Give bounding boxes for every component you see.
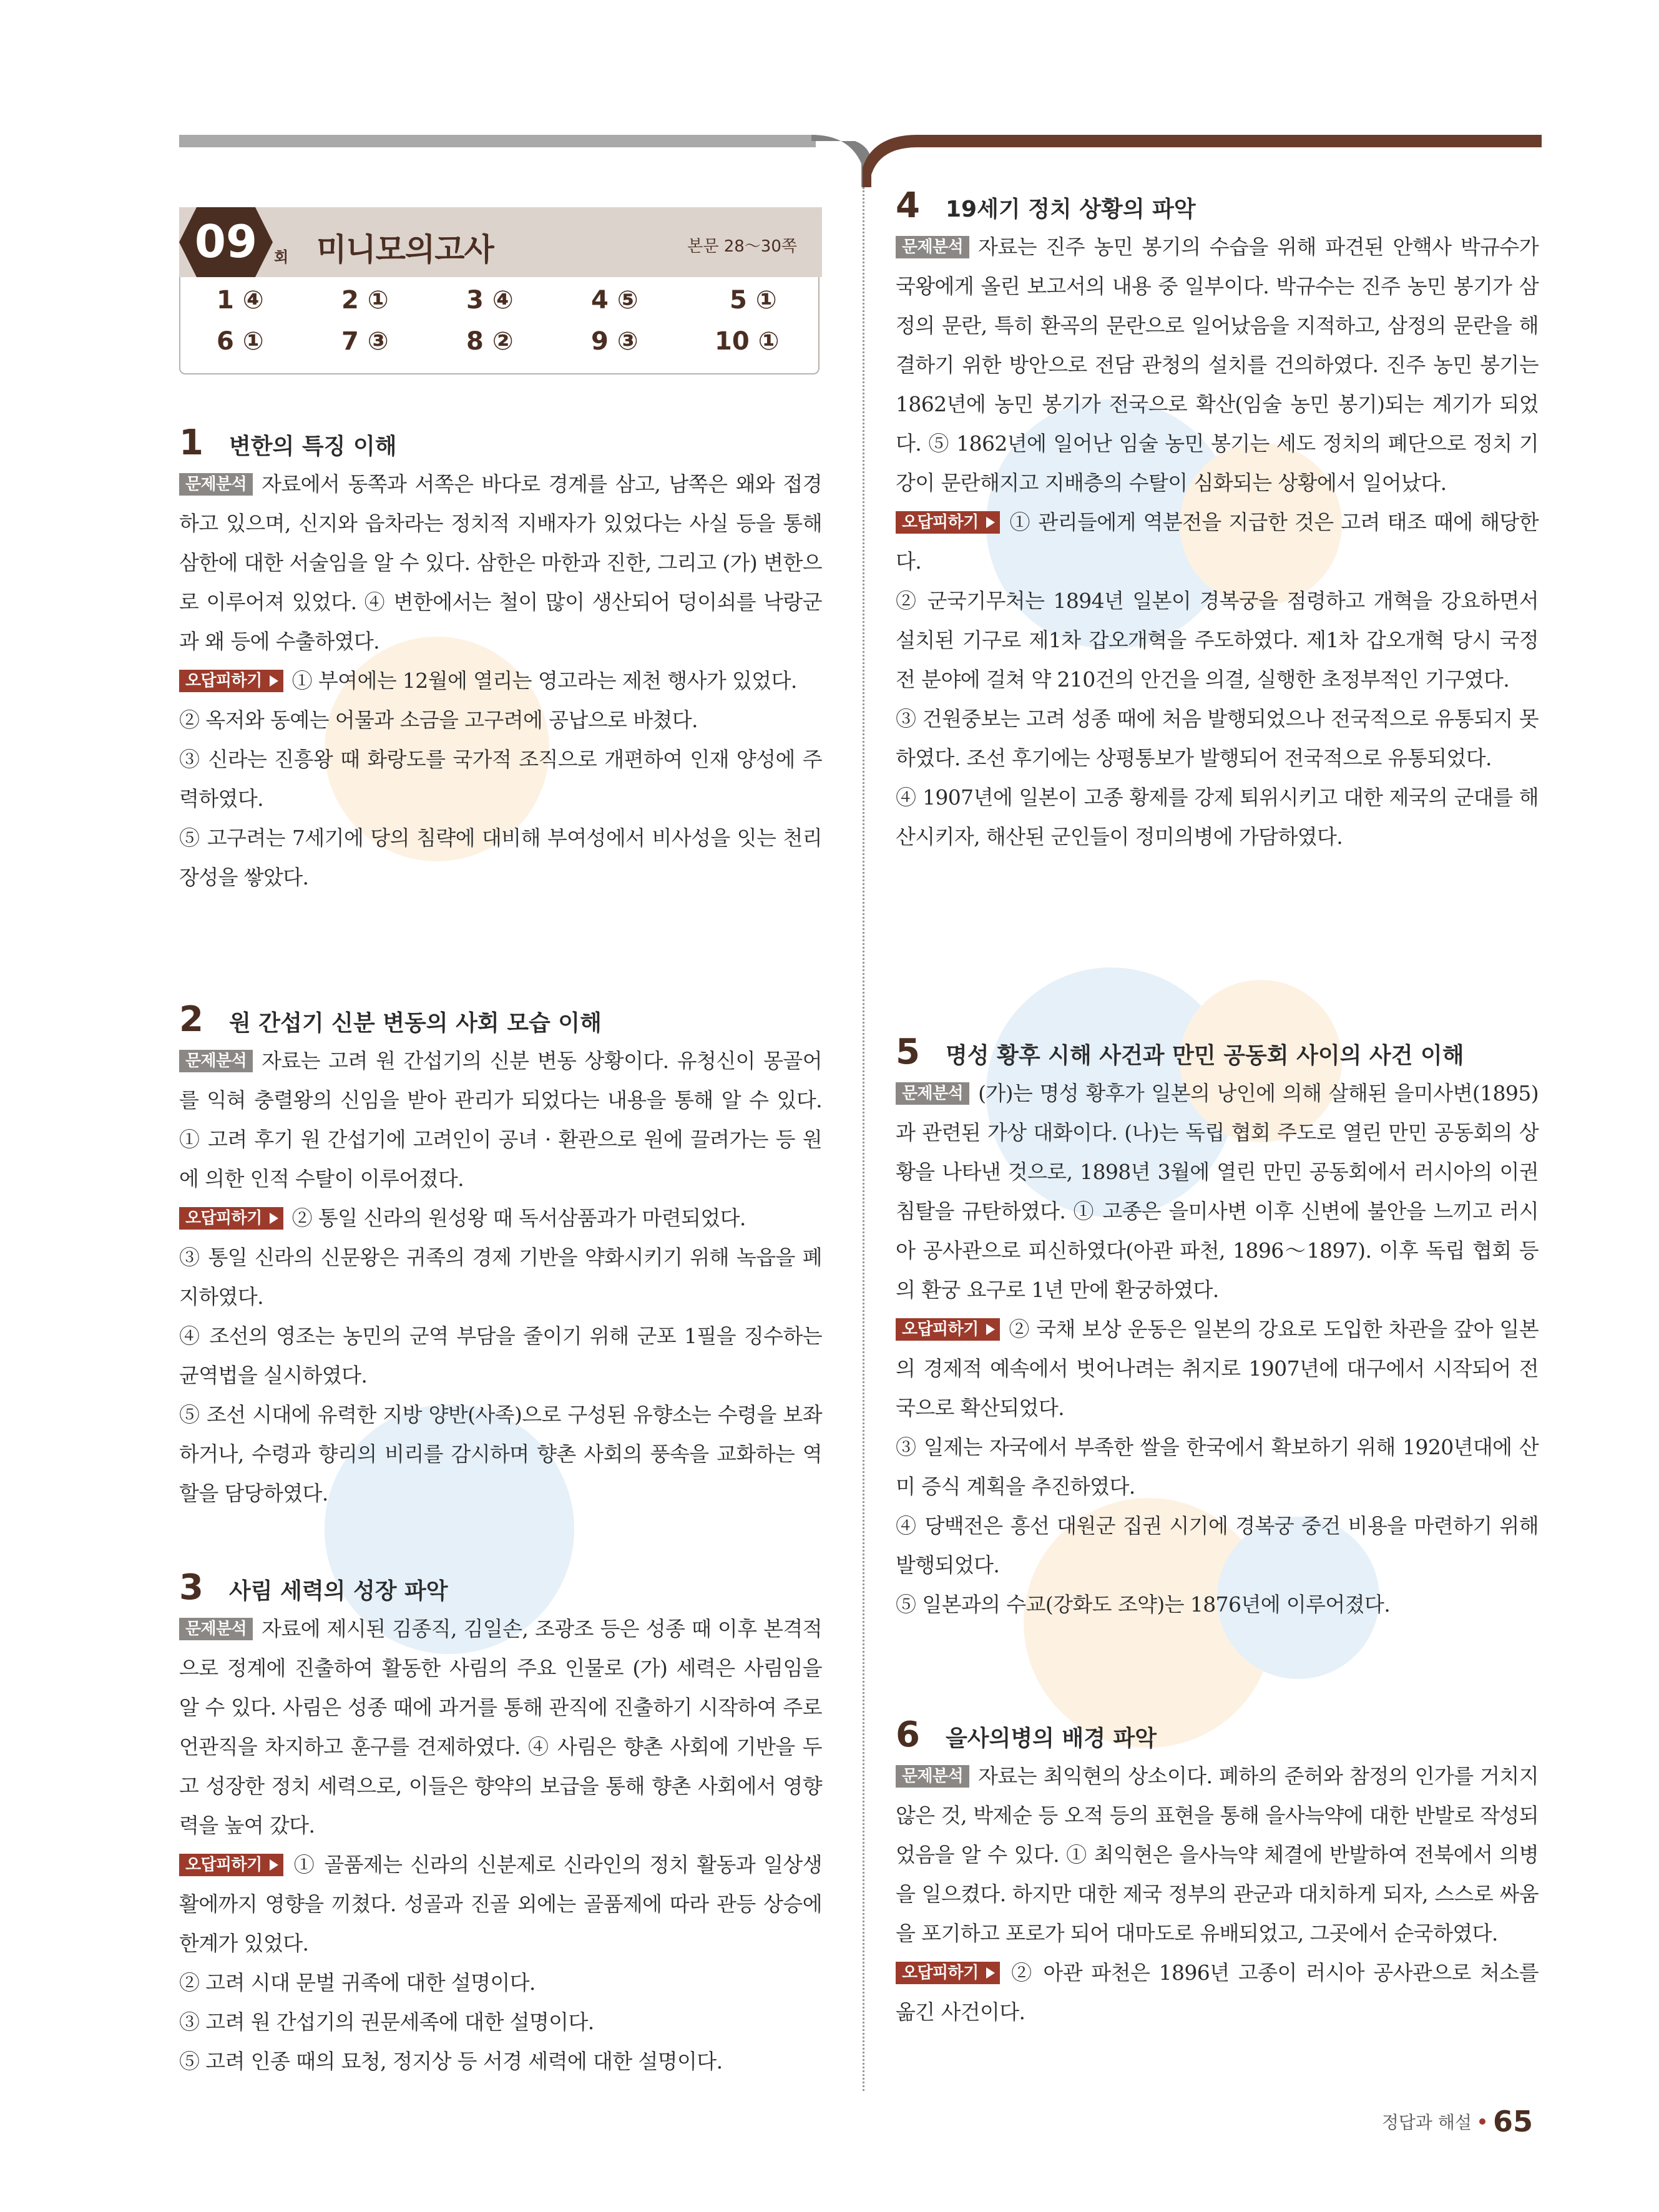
explanation-section-2 (179, 999, 822, 1513)
test-number: 09 (194, 215, 258, 268)
answer-item: 5 ① (730, 286, 777, 315)
avoid-tag (896, 1318, 1000, 1341)
explanation-section-4 (896, 185, 1539, 856)
answer-item: 6 ① (217, 327, 264, 356)
section-number: 5 (896, 1032, 920, 1072)
section-body (179, 464, 822, 897)
section-title (179, 1567, 822, 1608)
option-item: ⑤ 조선 시대에 유력한 지방 양반(사족)으로 구성된 유향소는 수령을 보좌하거나, 수령과 향리의 비리를 감시하며 향촌 사회의 풍속을 교화하는 역할을 담당하였다. (179, 1402, 822, 1505)
option-item: ④ 당백전은 흥선 대원군 집권 시기에 경복궁 중건 비용을 마련하기 위해 발행되었다. (896, 1514, 1539, 1577)
option-item: ③ 통일 신라의 신문왕은 귀족의 경제 기반을 약화시키기 위해 녹읍을 폐지하였다. (179, 1245, 822, 1309)
page-number: 65 (1492, 2105, 1533, 2138)
section-heading: 19세기 정치 상황의 파악 (946, 197, 1196, 222)
avoid-text: ② 국채 보상 운동은 일본의 강요로 도입한 차관을 갚아 일본의 경제적 예속에서 벗어나려는 취지로 1907년에 대구에서 시작되어 전국으로 확산되었다. (896, 1317, 1539, 1420)
test-number-badge (179, 207, 273, 277)
avoid-text: ① 골품제는 신라의 신분제로 신라인의 정치 활동과 일상생활에까지 영향을 끼쳤다. 성골과 진골 외에는 골품제에 따라 관등 상승에 한계가 있었다. (179, 1852, 822, 1955)
analysis-text: 자료에서 동쪽과 서쪽은 바다로 경계를 삼고, 남쪽은 왜와 접경하고 있으며, 신지와 읍차라는 정치적 지배자가 있었다는 사실 등을 통해 삼한에 대한 서술임을 알 수 있다. 삼한은 마한과 진한, 그리고 (가) 변한으로 이루어져 있었다. ④ 변한에서는 철이 많이 생산되어 덩이쇠를 낙랑군과 왜 등에 수출하였다. (179, 472, 822, 653)
avoid-tag-label: 오답피하기 (185, 1856, 262, 1874)
avoid-paragraph (179, 1845, 822, 1963)
avoid-tag-label: 오답피하기 (902, 513, 979, 532)
avoid-tag-label: 오답피하기 (185, 672, 262, 690)
option-item: ⑤ 고려 인종 때의 묘청, 정지상 등 서경 세력에 대한 설명이다. (179, 2049, 723, 2073)
answer-item: 3 ④ (466, 286, 514, 315)
explanation-section-1 (179, 422, 822, 897)
avoid-paragraph (896, 1953, 1539, 2032)
section-title (179, 422, 822, 461)
play-arrow-icon (270, 1859, 278, 1871)
option-item: ④ 조선의 영조는 농민의 군역 부담을 줄이기 위해 군포 1필을 징수하는 균역법을 실시하였다. (179, 1324, 822, 1387)
avoid-tag-label: 오답피하기 (902, 1964, 979, 1982)
section-heading: 사림 세력의 성장 파악 (229, 1578, 448, 1604)
avoid-tag (179, 1207, 283, 1230)
section-body (896, 1074, 1539, 1624)
answer-key-box (179, 277, 820, 374)
avoid-paragraph (896, 1309, 1539, 1427)
option-item: ③ 일제는 자국에서 부족한 쌀을 한국에서 확보하기 위해 1920년대에 산미 증식 계획을 추진하였다. (896, 1435, 1539, 1499)
footer-label: 정답과 해설 (1381, 2112, 1472, 2133)
analysis-tag: 문제분석 (179, 1618, 253, 1640)
section-heading: 명성 황후 시해 사건과 만민 공동회 사이의 사건 이해 (946, 1043, 1464, 1069)
play-arrow-icon (986, 1967, 995, 1979)
play-arrow-icon (270, 675, 278, 687)
analysis-paragraph (896, 1756, 1539, 1953)
section-heading: 변한의 특징 이해 (229, 434, 397, 459)
analysis-paragraph (179, 1609, 822, 1845)
avoid-paragraph (179, 661, 822, 700)
answer-item: 4 ⑤ (591, 286, 639, 315)
section-number: 4 (896, 185, 920, 226)
section-title (179, 999, 822, 1040)
test-hoe-label: 회 (274, 248, 289, 266)
option-item: ② 군국기무처는 1894년 일본이 경복궁을 점령하고 개혁을 강요하면서 설치된 기구로 제1차 갑오개혁을 주도하였다. 제1차 갑오개혁 당시 국정 전 분야에 걸쳐 약 210건의 안건을 의결, 실행한 초정부적인 기구였다. (896, 589, 1539, 692)
section-number: 2 (179, 999, 203, 1040)
avoid-text: ① 부여에는 12월에 열리는 영고라는 제천 행사가 있었다. (291, 668, 797, 693)
answer-item: 2 ① (341, 286, 389, 315)
analysis-tag: 문제분석 (179, 473, 253, 496)
avoid-text: ② 아관 파천은 1896년 고종이 러시아 공사관으로 처소를 옮긴 사건이다. (896, 1960, 1539, 2024)
option-item: ③ 고려 원 간섭기의 권문세족에 대한 설명이다. (179, 2010, 594, 2034)
answer-item: 1 ④ (217, 286, 264, 315)
explanation-section-3 (179, 1567, 822, 2081)
avoid-text: ② 통일 신라의 원성왕 때 독서삼품과가 마련되었다. (291, 1206, 746, 1230)
analysis-text: 자료는 최익현의 상소이다. 폐하의 준허와 참정의 인가를 거치지 않은 것, 박제순 등 오적 등의 표현을 통해 을사늑약에 대한 반발로 작성되었음을 알 수 있다. ① 최익현은 을사늑약 체결에 반발하여 전북에서 의병을 일으켰다. 하지만 대한 제국 정부의 관군과 대치하게 되자, 스스로 싸움을 포기하고 포로가 되어 대마도로 유배되었고, 그곳에서 순국하였다. (896, 1764, 1539, 1945)
section-number: 3 (179, 1567, 203, 1608)
avoid-tag (179, 1854, 283, 1876)
section-body (896, 227, 1539, 856)
page-title: 미니모의고사 (316, 232, 494, 268)
avoid-tag (896, 1962, 1000, 1984)
section-body (179, 1041, 822, 1513)
analysis-tag: 문제분석 (896, 1082, 969, 1105)
section-title (896, 1714, 1539, 1753)
analysis-paragraph (896, 1074, 1539, 1309)
bullet-dot-icon (1479, 2118, 1485, 2125)
avoid-tag (896, 511, 1000, 534)
avoid-text: ① 관리들에게 역분전을 지급한 것은 고려 태조 때에 해당한다. (896, 510, 1539, 574)
section-heading: 을사의병의 배경 파악 (946, 1726, 1157, 1751)
page-footer (1382, 2105, 1533, 2138)
analysis-tag: 문제분석 (896, 236, 969, 258)
play-arrow-icon (270, 1213, 278, 1224)
top-decorative-bar (0, 0, 1659, 187)
avoid-tag-label: 오답피하기 (185, 1209, 262, 1228)
analysis-paragraph (179, 464, 822, 661)
option-item: ③ 건원중보는 고려 성종 때에 처음 발행되었으나 전국적으로 유통되지 못하였다. 조선 후기에는 상평통보가 발행되어 전국적으로 유통되었다. (896, 707, 1539, 770)
avoid-paragraph (896, 502, 1539, 581)
section-heading: 원 간섭기 신분 변동의 사회 모습 이해 (229, 1011, 602, 1036)
section-number: 1 (179, 423, 203, 463)
play-arrow-icon (986, 517, 995, 528)
answer-item: 7 ③ (341, 327, 389, 356)
avoid-tag-label: 오답피하기 (902, 1320, 979, 1339)
avoid-paragraph (179, 1198, 822, 1238)
option-item: ④ 1907년에 일본이 고종 황제를 강제 퇴위시키고 대한 제국의 군대를 해산시키자, 해산된 군인들이 정미의병에 가담하였다. (896, 785, 1539, 849)
option-item: ⑤ 일본과의 수교(강화도 조약)는 1876년에 이루어졌다. (896, 1592, 1391, 1617)
option-item: ② 옥저와 동예는 어물과 소금을 고구려에 공납으로 바쳤다. (179, 708, 698, 732)
section-title (896, 185, 1539, 226)
analysis-paragraph (179, 1041, 822, 1198)
section-number: 6 (896, 1715, 920, 1755)
answer-item: 9 ③ (591, 327, 639, 356)
analysis-text: 자료는 진주 농민 봉기의 수습을 위해 파견된 안핵사 박규수가 국왕에게 올린 보고서의 내용 중 일부이다. 박규수는 진주 농민 봉기가 삼정의 문란, 특히 환곡의 문란으로 일어났음을 지적하고, 삼정의 문란을 해결하기 위한 방안으로 전담 관청의 설치를 건의하였다. 진주 농민 봉기는 1862년에 농민 봉기가 전국으로 확산(임술 농민 봉기)되는 계기가 되었다. ⑤ 1862년에 일어난 임술 농민 봉기는 세도 정치의 폐단으로 정치 기강이 문란해지고 지배층의 수탈이 심화되는 상황에서 일어났다. (896, 235, 1539, 495)
column-divider (863, 187, 864, 2091)
page-reference: 본문 28～30쪽 (687, 237, 797, 256)
explanation-section-6 (896, 1714, 1539, 2032)
analysis-tag: 문제분석 (179, 1050, 253, 1072)
analysis-tag: 문제분석 (896, 1765, 969, 1788)
explanation-section-5 (896, 1031, 1539, 1624)
option-item: ③ 신라는 진흥왕 때 화랑도를 국가적 조직으로 개편하여 인재 양성에 주력하였다. (179, 747, 822, 811)
answer-item: 10 ① (715, 327, 780, 356)
analysis-text: (가)는 명성 황후가 일본의 낭인에 의해 살해된 을미사변(1895)과 관련된 가상 대화이다. (나)는 독립 협회 주도로 열린 만민 공동회의 상황을 나타낸 것으로, 1898년 3월에 열린 만민 공동회에서 러시아의 이권 침탈을 규탄하였다. ① 고종은 을미사변 이후 신변에 불안을 느끼고 러시아 공사관으로 피신하였다(아관 파천, 1896～1897). 이후 독립 협회 등의 환궁 요구로 1년 만에 환궁하였다. (896, 1081, 1539, 1302)
section-title (896, 1031, 1539, 1070)
section-body (179, 1609, 822, 2081)
analysis-text: 자료에 제시된 김종직, 김일손, 조광조 등은 성종 때 이후 본격적으로 정계에 진출하여 활동한 사림의 주요 인물로 (가) 세력은 사림임을 알 수 있다. 사림은 성종 때에 과거를 통해 관직에 진출하기 시작하여 주로 언관직을 차지하고 훈구를 견제하였다. ④ 사림은 향촌 사회에 기반을 두고 성장한 정치 세력으로, 이들은 향약의 보급을 통해 향촌 사회에서 영향력을 높여 갔다. (179, 1617, 822, 1838)
option-item: ② 고려 시대 문벌 귀족에 대한 설명이다. (179, 1970, 536, 1995)
answer-item: 8 ② (466, 327, 514, 356)
analysis-paragraph (896, 227, 1539, 502)
play-arrow-icon (986, 1324, 995, 1335)
avoid-tag (179, 670, 283, 692)
option-item: ⑤ 고구려는 7세기에 당의 침략에 대비해 부여성에서 비사성을 잇는 천리장성을 쌓았다. (179, 826, 822, 889)
analysis-text: 자료는 고려 원 간섭기의 신분 변동 상황이다. 유청신이 몽골어를 익혀 충렬왕의 신임을 받아 관리가 되었다는 내용을 통해 알 수 있다. ① 고려 후기 원 간섭기에 고려인이 공녀 · 환관으로 원에 끌려가는 등 원에 의한 인적 수탈이 이루어졌다. (179, 1049, 822, 1191)
section-body (896, 1756, 1539, 2032)
